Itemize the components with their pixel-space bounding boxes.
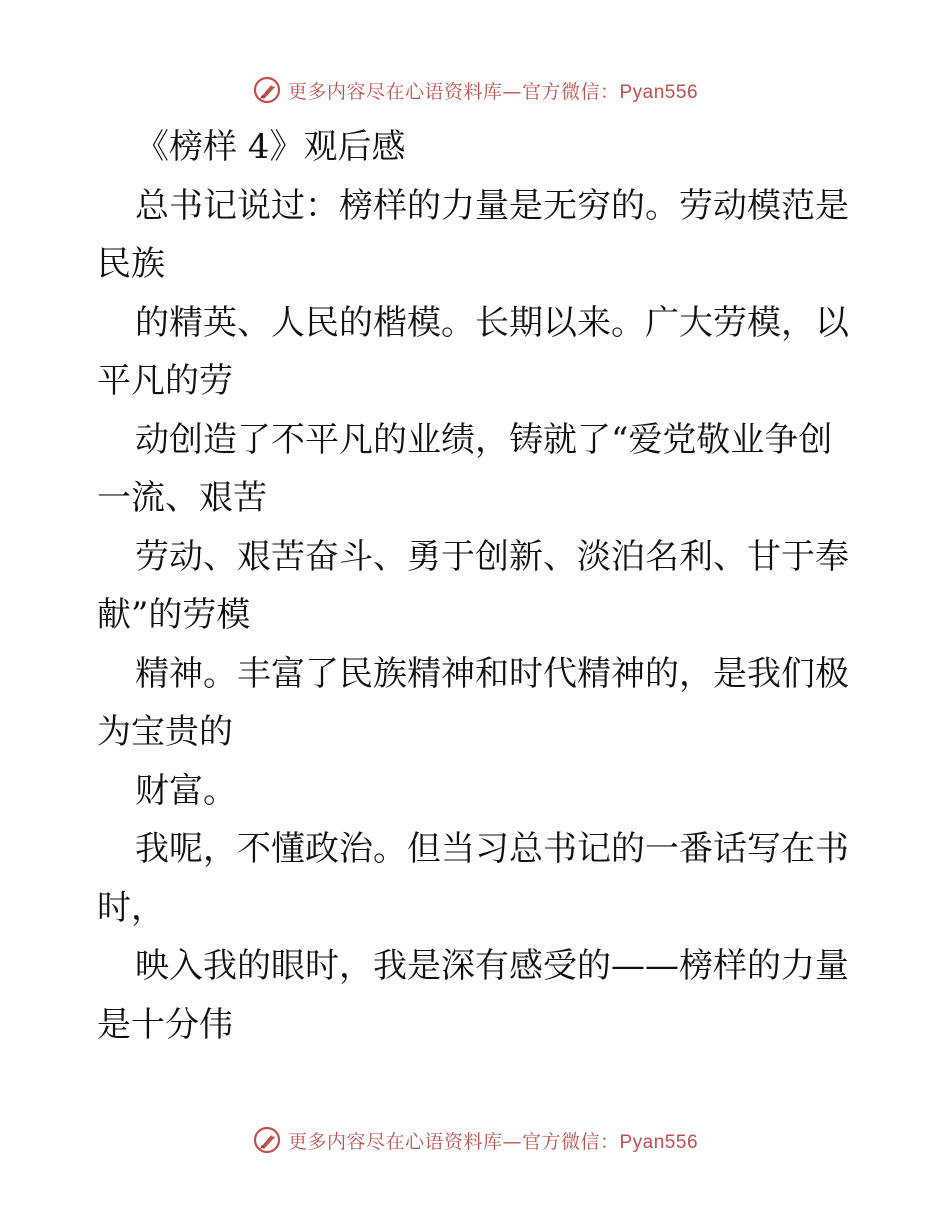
- text-line: 时，: [97, 887, 165, 928]
- text-line: 总书记说过：榜样的力量是无穷的。劳动模范是: [135, 185, 849, 226]
- footer-banner-text: 更多内容尽在心语资料库—官方微信：: [287, 1130, 620, 1153]
- quill-pen-logo-icon: [252, 1125, 282, 1155]
- header-watermark-banner: [0, 70, 950, 110]
- text-line: 财富。: [135, 770, 237, 811]
- header-banner-text: 更多内容尽在心语资料库—官方微信：: [287, 80, 620, 103]
- text-line: 民族: [97, 244, 165, 284]
- header-wechat-id: Pyan556: [619, 81, 699, 103]
- text-line: 的精英、人民的楷模。长期以来。广大劳模，以: [135, 302, 849, 343]
- footer-watermark-banner: [0, 1120, 950, 1160]
- text-line: 映入我的眼时，我是深有感受的——榜样的力量: [135, 946, 849, 986]
- quill-pen-logo-icon: [252, 75, 282, 105]
- text-line: 是十分伟: [97, 1004, 233, 1045]
- text-line: 平凡的劳: [97, 361, 233, 401]
- text-line: 劳动、艰苦奋斗、勇于创新、淡泊名利、甘于奉: [135, 536, 849, 577]
- text-line: 为宝贵的: [97, 712, 233, 752]
- footer-wechat-id: Pyan556: [619, 1131, 699, 1153]
- text-line: 精神。丰富了民族精神和时代精神的，是我们极: [135, 653, 849, 694]
- document-title: 《榜样 4》观后感: [135, 127, 406, 167]
- text-line: 动创造了不平凡的业绩，铸就了“爱党敬业争创: [135, 419, 833, 460]
- text-line: 献”的劳模: [97, 595, 251, 635]
- document-body: [97, 118, 853, 1054]
- text-line: 一流、艰苦: [97, 478, 267, 518]
- text-line: 我呢，不懂政治。但当习总书记的一番话写在书: [135, 829, 849, 869]
